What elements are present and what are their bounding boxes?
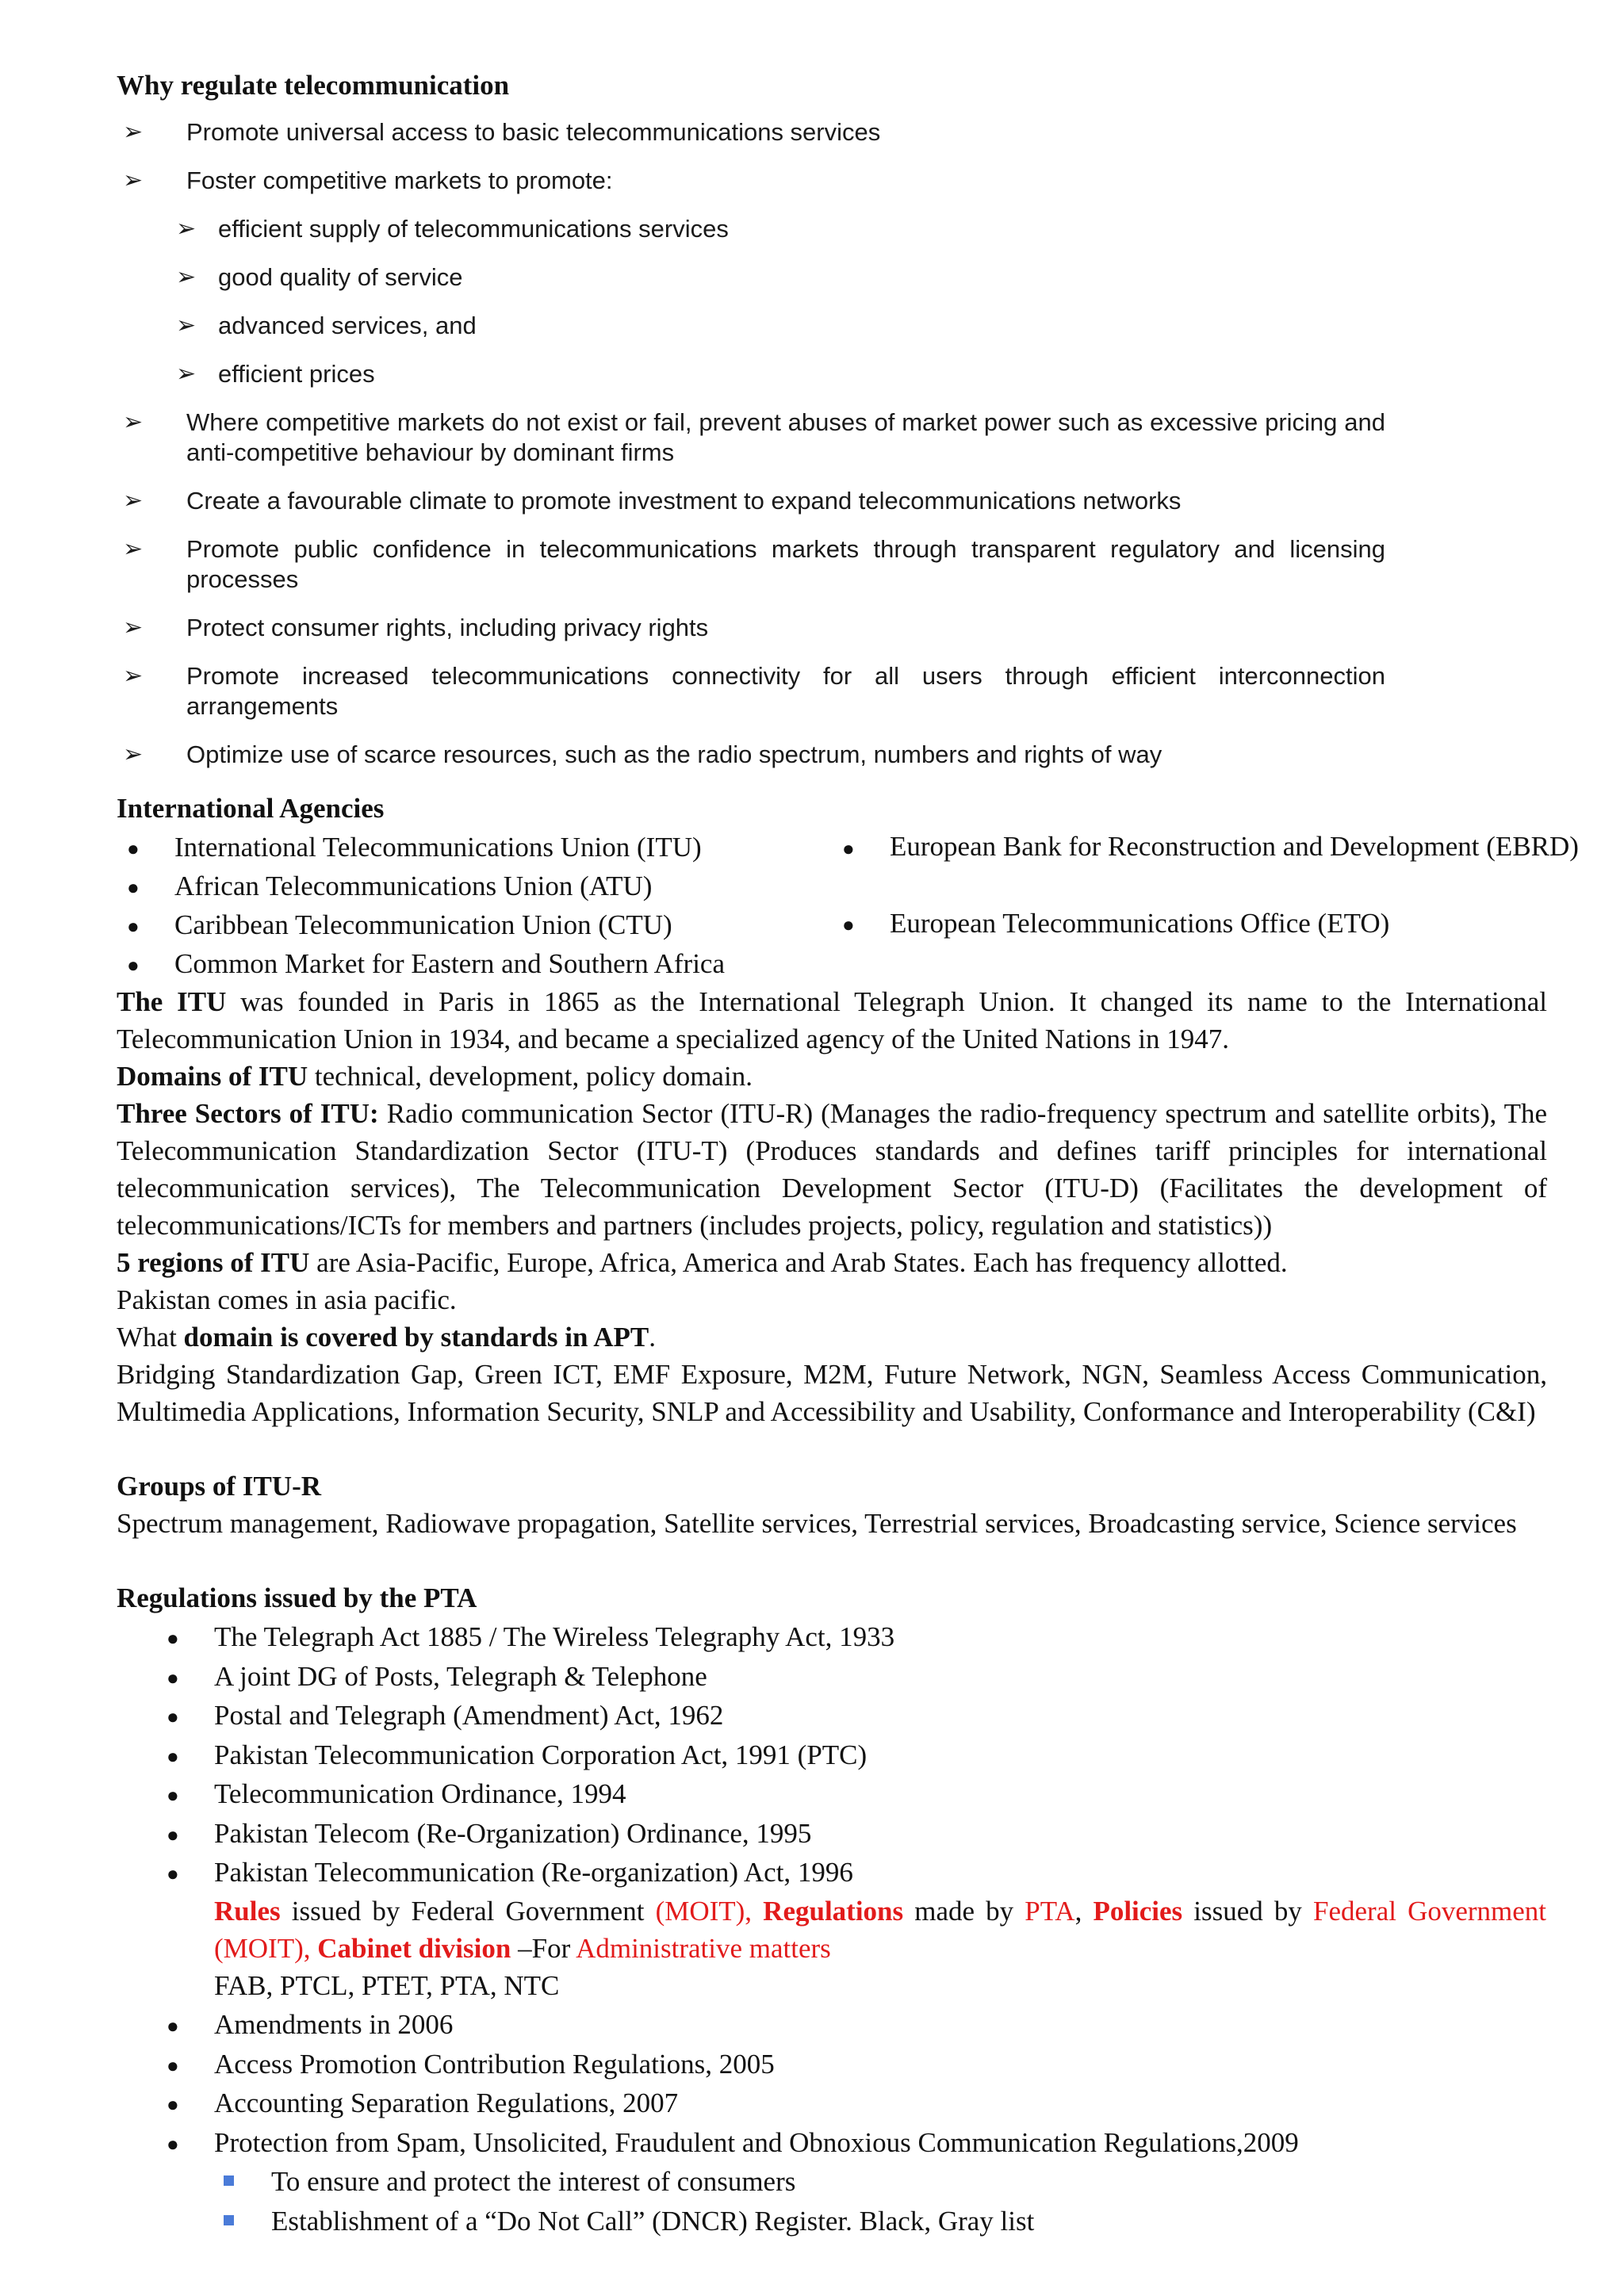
arrow-bullet-icon: ➢: [123, 614, 144, 641]
list-item-text: The Telegraph Act 1885 / The Wireless Telegraphy Act, 1933: [214, 1621, 895, 1652]
arrow-bullet-icon: ➢: [123, 409, 144, 435]
bullet-icon: ●: [842, 837, 855, 860]
arrow-bullet-icon: ➢: [176, 312, 197, 339]
arrow-bullet-icon: ➢: [123, 536, 144, 562]
rules-regulations-policies-note: Rules issued by Federal Government (MOIT), Regulations made by PTA, Policies issued by Federal Government (MOIT), Cabinet division –For Administrative matters: [214, 1896, 1547, 1964]
agency-list-left: [127, 828, 809, 984]
list-item-text: Protection from Spam, Unsolicited, Fraudulent and Obnoxious Communication Regulations,2009: [214, 2126, 1299, 2158]
list-item-text: Where competitive markets do not exist or fail, prevent abuses of market power such as excessive pricing and anti-competitive behaviour by dominant firms: [186, 408, 1385, 466]
arrow-bullet-icon: ➢: [123, 663, 144, 689]
bullet-icon: ●: [167, 2053, 179, 2077]
list-item: [842, 828, 1579, 905]
list-item-text: Promote public confidence in telecommunications markets through transparent regulatory and licensing processes: [186, 535, 1385, 593]
list-item-text: Create a favourable climate to promote investment to expand telecommunications networks: [186, 487, 1182, 515]
spam-sub-list: [224, 2163, 1540, 2241]
bullet-icon: ●: [167, 2132, 179, 2156]
list-item: [127, 828, 809, 867]
list-item-text: European Bank for Reconstruction and Development (EBRD): [890, 831, 1579, 862]
list-item-text: Pakistan Telecommunication (Re-organization) Act, 1996: [214, 1857, 853, 1888]
bullet-icon: ●: [167, 1744, 179, 1768]
list-item-text: African Telecommunications Union (ATU): [174, 871, 653, 901]
bullet-icon: ●: [127, 837, 140, 860]
list-item-text: advanced services, and: [218, 312, 477, 339]
bullet-icon: ●: [167, 2015, 179, 2038]
bullet-icon: ●: [167, 2093, 179, 2116]
apt-answer-paragraph: Bridging Standardization Gap, Green ICT, EMF Exposure, M2M, Future Network, NGN, Seamless Access Communication, Multimedia Applications, Information Security, SNLP and Accessibility and Usability, Conformance and Interoperability (C&I): [117, 1359, 1547, 1427]
bullet-icon: ●: [167, 1705, 179, 1728]
arrow-bullet-icon: ➢: [123, 741, 144, 767]
list-item: [167, 1854, 1546, 1893]
itu-r-groups-paragraph: Spectrum management, Radiowave propagation, Satellite services, Terrestrial services, Broadcasting service, Science services: [117, 1508, 1517, 1539]
bullet-icon: ●: [167, 1784, 179, 1807]
list-item-text: Amendments in 2006: [214, 2009, 454, 2040]
bullet-icon: ●: [842, 913, 855, 936]
itu-domains-line: Domains of ITU technical, development, policy domain.: [117, 1061, 753, 1092]
square-bullet-icon: [224, 2215, 234, 2225]
list-item: [167, 1736, 1546, 1776]
arrow-bullet-icon: ➢: [123, 488, 144, 514]
list-item-text: efficient supply of telecommunications services: [218, 215, 729, 243]
arrow-bullet-icon: ➢: [176, 216, 197, 242]
arrow-bullet-icon: ➢: [176, 361, 197, 387]
list-item: [167, 1618, 1546, 1658]
list-item-text: Postal and Telegraph (Amendment) Act, 1962: [214, 1700, 724, 1731]
list-item: [127, 867, 809, 906]
list-item-text: A joint DG of Posts, Telegraph & Telephone: [214, 1660, 707, 1692]
list-item-text: European Telecommunications Office (ETO): [890, 908, 1390, 939]
list-item: [167, 1658, 1546, 1697]
list-item: [167, 2124, 1546, 2164]
list-item: [167, 2006, 1546, 2045]
bullet-icon: ●: [167, 1823, 179, 1846]
arrow-bullet-icon: ➢: [176, 264, 197, 290]
section-title-pta-regulations: Regulations issued by the PTA: [117, 1582, 477, 1613]
apt-question-line: What domain is covered by standards in APT.: [117, 1322, 656, 1353]
square-bullet-icon: [224, 2175, 234, 2186]
list-item: [167, 1815, 1546, 1854]
list-item-text: Pakistan Telecommunication Corporation Act, 1991 (PTC): [214, 1739, 868, 1770]
list-item-text: Promote increased telecommunications connectivity for all users through efficient interconnection arrangements: [186, 662, 1385, 720]
agency-list-right: [842, 828, 1579, 943]
section-title-itu-r-groups: Groups of ITU-R: [117, 1471, 322, 1502]
bullet-icon: ●: [127, 876, 140, 899]
bullet-icon: ●: [167, 1666, 179, 1689]
list-item-text: To ensure and protect the interest of consumers: [271, 2166, 796, 2197]
itu-founded-paragraph: The ITU was founded in Paris in 1865 as the International Telegraph Union. It changed its name to the International Telecommunication Union in 1934, and became a specialized agency of the United Nations in 1947.: [117, 986, 1547, 1054]
section-title-why-regulate: Why regulate telecommunication: [117, 70, 510, 101]
list-item: [167, 1697, 1546, 1736]
list-item-text: International Telecommunications Union (ITU): [174, 832, 702, 863]
list-item: [167, 2045, 1546, 2085]
list-item-text: good quality of service: [218, 263, 463, 291]
list-item-text: Caribbean Telecommunication Union (CTU): [174, 909, 672, 940]
list-item: [127, 906, 809, 945]
orgs-line: FAB, PTCL, PTET, PTA, NTC: [214, 1970, 560, 2001]
list-item-text: Accounting Separation Regulations, 2007: [214, 2087, 679, 2118]
pakistan-region-line: Pakistan comes in asia pacific.: [117, 1284, 457, 1315]
itu-sectors-paragraph: Three Sectors of ITU: Radio communication Sector (ITU-R) (Manages the radio-frequency spectrum and satellite orbits), The Telecommunication Standardization Sector (ITU-T) (Produces standards and defines tariff principles for international telecommunication services), The Telecommunication Development Sector (ITU-D) (Facilitates the development of telecommunications/ICTs for members and partners (includes projects, policy, regulation and statistics)): [117, 1098, 1547, 1241]
pta-regulation-list-2: [167, 2006, 1546, 2163]
list-item-text: Promote universal access to basic telecommunications services: [186, 118, 881, 146]
bullet-icon: ●: [167, 1862, 179, 1885]
list-item: [842, 905, 1548, 943]
bullet-icon: ●: [167, 1627, 179, 1650]
list-item-text: Access Promotion Contribution Regulations, 2005: [214, 2048, 775, 2080]
list-item: [167, 1775, 1546, 1815]
section-title-agencies: International Agencies: [117, 793, 385, 824]
arrow-bullet-icon: ➢: [123, 119, 144, 145]
list-item-text: Establishment of a “Do Not Call” (DNCR) Register. Black, Gray list: [271, 2205, 1035, 2237]
arrow-bullet-icon: ➢: [123, 167, 144, 193]
bullet-icon: ●: [127, 915, 140, 938]
list-item-text: Telecommunication Ordinance, 1994: [214, 1778, 626, 1809]
pta-regulation-list: [167, 1618, 1546, 1893]
itu-regions-line: 5 regions of ITU are Asia-Pacific, Europe, Africa, America and Arab States. Each has frequency allotted.: [117, 1247, 1288, 1278]
list-item: [167, 2084, 1546, 2124]
list-item-text: Optimize use of scarce resources, such as the radio spectrum, numbers and rights of way: [186, 740, 1162, 768]
list-item-text: Common Market for Eastern and Southern Africa: [174, 948, 725, 979]
list-item-text: Foster competitive markets to promote:: [186, 166, 613, 194]
list-item: [127, 945, 809, 984]
sub-list-item: [224, 2163, 1540, 2202]
list-item-text: efficient prices: [218, 360, 375, 388]
sub-list-item: [224, 2202, 1540, 2242]
list-item-text: Pakistan Telecom (Re-Organization) Ordinance, 1995: [214, 1817, 812, 1849]
bullet-icon: ●: [127, 954, 140, 977]
list-item-text: Protect consumer rights, including privacy rights: [186, 614, 709, 641]
